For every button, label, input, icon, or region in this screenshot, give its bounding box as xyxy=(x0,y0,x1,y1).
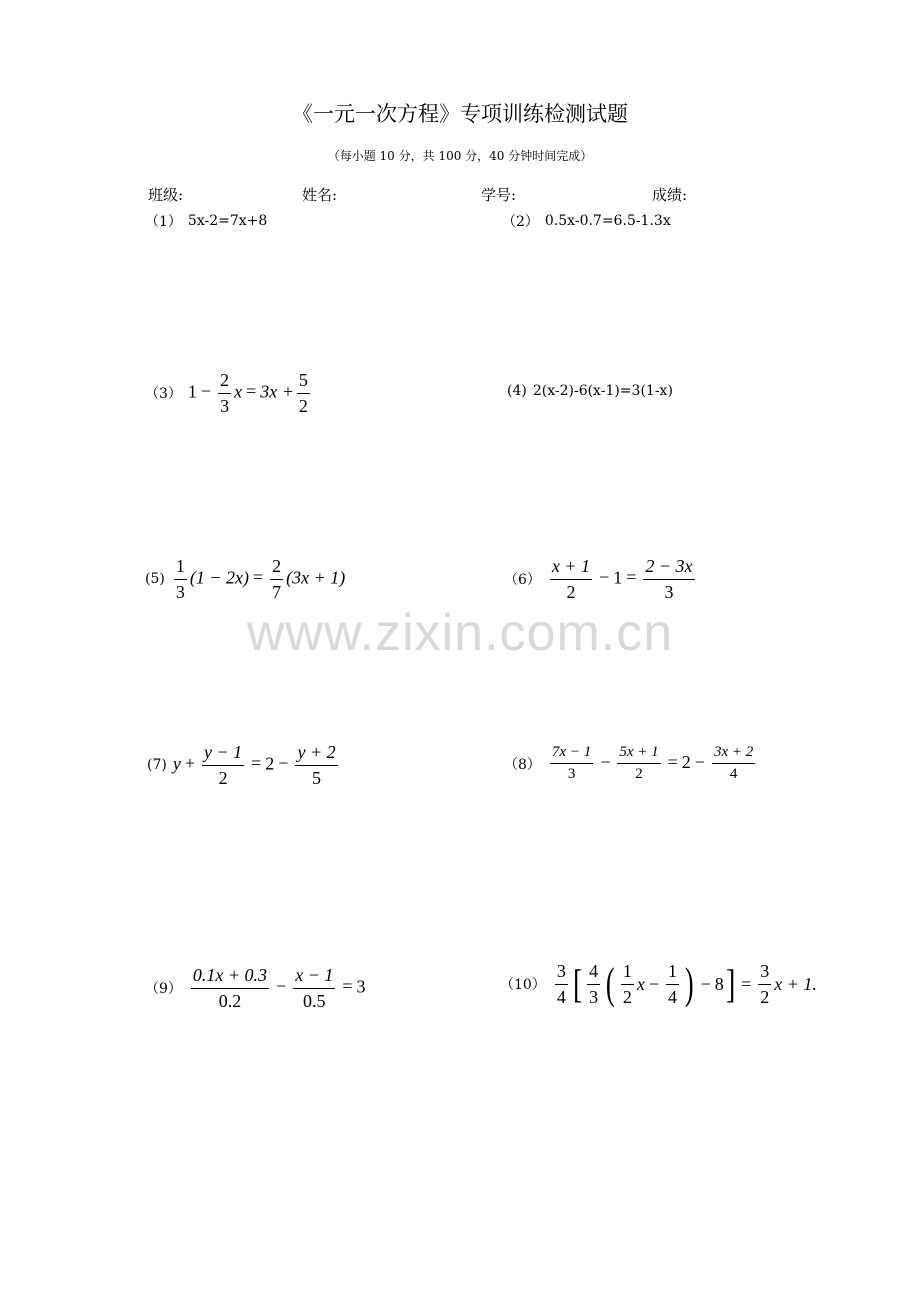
fraction xyxy=(297,370,310,416)
term: (1 − 2x) xyxy=(189,567,249,588)
equation xyxy=(188,965,366,1011)
fraction xyxy=(550,556,592,602)
denominator: 7 xyxy=(272,581,282,602)
operator: = xyxy=(342,976,353,997)
right-bracket: ] xyxy=(725,961,736,1007)
problem-number: （2） xyxy=(502,214,539,230)
fraction xyxy=(758,961,771,1007)
operator: − xyxy=(599,567,610,588)
student-no-label: 学号: xyxy=(481,186,517,204)
denominator: 0.2 xyxy=(218,990,242,1011)
denominator: 3 xyxy=(664,581,674,602)
problem-2 xyxy=(502,211,671,231)
denominator: 2 xyxy=(298,395,308,416)
problem-7 xyxy=(147,742,341,788)
problem-number: （3） xyxy=(145,386,182,403)
fraction xyxy=(643,556,694,602)
denominator: 5 xyxy=(312,767,322,788)
equation xyxy=(171,556,345,602)
problem-number: （8） xyxy=(504,756,541,773)
denominator: 4 xyxy=(556,986,566,1007)
problem-number: （1） xyxy=(145,214,182,230)
numerator: 5 xyxy=(297,370,310,394)
numerator: y + 2 xyxy=(295,742,337,766)
problem-9 xyxy=(145,965,366,1011)
problem-10 xyxy=(500,961,817,1007)
variable: x xyxy=(234,381,243,402)
denominator: 4 xyxy=(667,986,677,1007)
term: 3 xyxy=(356,976,366,997)
operator: − xyxy=(600,751,611,772)
denominator: 2 xyxy=(635,766,643,783)
fraction xyxy=(174,556,187,602)
numerator: 4 xyxy=(587,961,600,985)
equation: 5x-2=7x+8 xyxy=(187,213,268,229)
problem-number: （10） xyxy=(500,977,546,994)
page-title: 《一元一次方程》专项训练检测试题 xyxy=(292,102,628,126)
page-subtitle: （每小题 10 分，共 100 分，40 分钟时间完成） xyxy=(327,149,593,163)
numerator: 5x + 1 xyxy=(617,744,660,764)
class-label: 班级: xyxy=(148,186,184,204)
operator: − xyxy=(200,381,212,402)
denominator: 3 xyxy=(175,581,185,602)
right-paren: ) xyxy=(684,959,694,1009)
operator: − xyxy=(278,753,289,774)
denominator: 4 xyxy=(729,766,738,783)
numerator: 3x + 2 xyxy=(712,744,755,764)
numerator: 2 xyxy=(218,370,231,394)
fraction xyxy=(587,961,600,1007)
fraction xyxy=(617,744,660,784)
operator: = xyxy=(626,567,637,588)
term: (3x + 1) xyxy=(286,567,346,588)
operator: − xyxy=(694,751,705,772)
equation xyxy=(188,370,313,416)
fraction xyxy=(295,742,337,788)
variable: y xyxy=(172,753,181,774)
equation: 2(x-2)-6(x-1)=3(1-x) xyxy=(532,383,673,399)
term: 8 xyxy=(714,973,724,994)
operator: = xyxy=(667,751,678,772)
numerator: y − 1 xyxy=(202,742,244,766)
denominator: 3 xyxy=(567,766,576,783)
problem-number: （6） xyxy=(504,572,541,589)
fraction xyxy=(218,370,231,416)
operator: − xyxy=(276,976,287,997)
numerator: 1 xyxy=(666,961,679,985)
term: 1 xyxy=(613,567,623,588)
operator: = xyxy=(741,973,752,994)
numerator: 2 xyxy=(270,556,283,580)
operator: + xyxy=(184,753,195,774)
fraction xyxy=(621,961,634,1007)
variable: x xyxy=(636,973,645,994)
fraction xyxy=(191,965,269,1011)
denominator: 2 xyxy=(218,767,228,788)
watermark: www.zixin.com.cn xyxy=(246,604,674,662)
term: 3x + xyxy=(260,381,294,402)
fraction xyxy=(555,961,568,1007)
numerator: 2 − 3x xyxy=(643,556,694,580)
problem-number: (5) xyxy=(145,571,165,588)
problem-4 xyxy=(507,383,673,399)
equation xyxy=(552,961,817,1007)
operator: − xyxy=(700,973,711,994)
problem-8 xyxy=(504,744,758,784)
term: x + 1. xyxy=(774,973,817,994)
numerator: 3 xyxy=(758,961,771,985)
term: 2 xyxy=(681,751,691,772)
left-bracket: [ xyxy=(572,961,583,1007)
numerator: 1 xyxy=(621,961,634,985)
numerator: 3 xyxy=(555,961,568,985)
operator: = xyxy=(252,567,264,588)
denominator: 2 xyxy=(566,581,576,602)
fraction xyxy=(712,744,755,784)
problem-number: （9） xyxy=(145,981,182,998)
term: 1 xyxy=(187,381,197,402)
operator: = xyxy=(246,381,257,402)
operator: = xyxy=(251,753,262,774)
numerator: 0.1x + 0.3 xyxy=(191,965,269,989)
equation xyxy=(547,556,698,602)
numerator: x + 1 xyxy=(550,556,592,580)
fraction xyxy=(270,556,283,602)
problem-6 xyxy=(504,556,698,602)
problem-number: (4) xyxy=(507,383,527,399)
score-label: 成绩: xyxy=(652,186,688,204)
operator: − xyxy=(648,973,659,994)
equation: 0.5x-0.7=6.5-1.3x xyxy=(544,213,671,229)
problem-3 xyxy=(145,370,313,416)
left-paren: ( xyxy=(606,959,615,1009)
fraction xyxy=(550,744,593,784)
numerator: 1 xyxy=(174,556,187,580)
equation xyxy=(547,744,758,784)
denominator: 0.5 xyxy=(303,990,326,1011)
problem-1 xyxy=(145,211,267,231)
fraction xyxy=(202,742,244,788)
denominator: 3 xyxy=(589,986,599,1007)
fraction xyxy=(293,965,335,1011)
equation xyxy=(173,742,341,788)
term: 2 xyxy=(265,753,275,774)
denominator: 2 xyxy=(760,986,770,1007)
denominator: 2 xyxy=(622,986,632,1007)
denominator: 3 xyxy=(220,395,230,416)
problem-5 xyxy=(145,556,345,602)
problem-number: (7) xyxy=(147,757,167,774)
name-label: 姓名: xyxy=(302,186,338,204)
numerator: x − 1 xyxy=(293,965,335,989)
numerator: 7x − 1 xyxy=(550,744,593,764)
fraction xyxy=(666,961,679,1007)
